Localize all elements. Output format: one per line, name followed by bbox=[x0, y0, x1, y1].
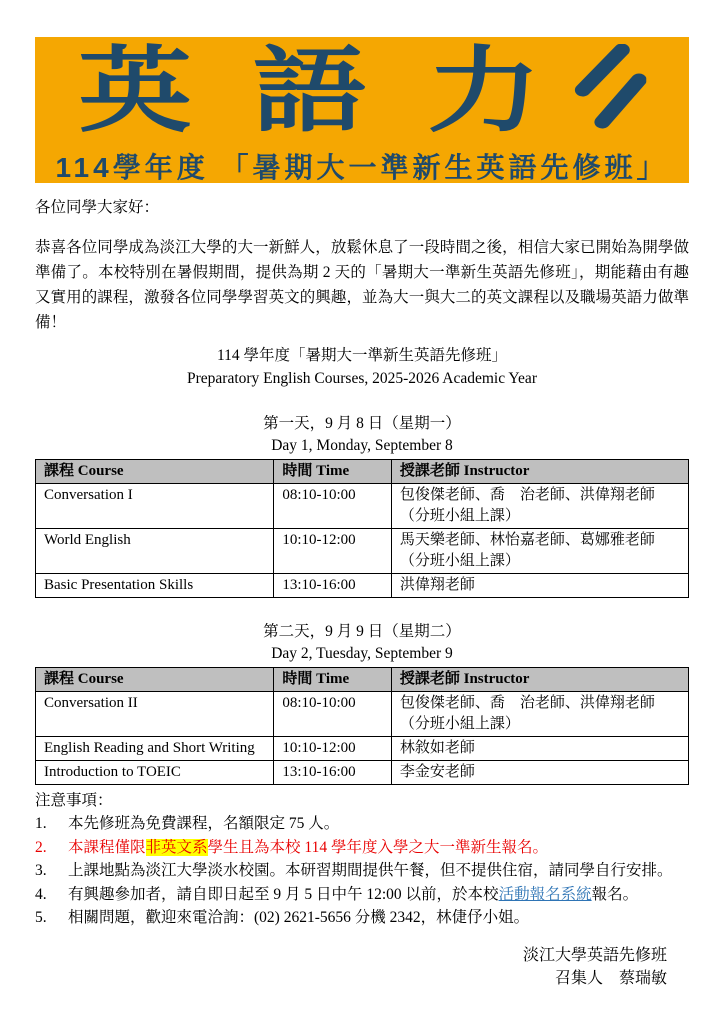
note4-prefix: 有興趣參加者，請自即日起至 9 月 5 日中午 12:00 以前，於本校 bbox=[68, 885, 499, 903]
note-number: 5. bbox=[35, 909, 47, 926]
banner-title-char: 力 bbox=[427, 39, 541, 143]
day2-heading-en: Day 2, Tuesday, September 9 bbox=[271, 645, 453, 662]
banner-title bbox=[35, 39, 689, 150]
table-row bbox=[36, 529, 689, 574]
note-number: 2. bbox=[35, 838, 47, 856]
note-item-4 bbox=[35, 883, 689, 907]
column-header-instructor: 授課老師 Instructor bbox=[391, 668, 688, 692]
day2-table bbox=[35, 667, 689, 785]
note-text bbox=[68, 883, 638, 907]
emphasis-strokes-icon bbox=[568, 44, 646, 150]
table-row bbox=[36, 484, 689, 529]
time-cell: 08:10-10:00 bbox=[274, 484, 392, 529]
registration-system-link[interactable]: 活動報名系統 bbox=[498, 885, 592, 903]
greeting: 各位同學大家好： bbox=[35, 199, 160, 216]
time-cell: 10:10-12:00 bbox=[274, 529, 392, 574]
time-cell: 10:10-12:00 bbox=[274, 737, 392, 761]
note-text: 相關問題，歡迎來電洽詢：(02) 2621-5656 分機 2342，林倢伃小姐。 bbox=[68, 909, 530, 926]
day1-table bbox=[35, 459, 689, 598]
instructor-names: 包俊傑老師、喬 治老師、洪偉翔老師 bbox=[399, 695, 655, 711]
instructor-names: 馬天樂老師、林怡嘉老師、葛娜雅老師 bbox=[399, 532, 655, 548]
table-row bbox=[36, 574, 689, 598]
intro-paragraph: 恭喜各位同學成為淡江大學的大一新鮮人，放鬆休息了一段時間之後，相信大家已開始為開學做準備了。本校特別在暑假期間，提供為期 2 天的「暑期大一準新生英語先修班」，期能藉由有趣又實用的課程，激發各位同學學習英文的興趣，並為大一與大二的英文課程以及職場英語力做準備！ bbox=[35, 239, 689, 331]
instructor-cell bbox=[391, 737, 688, 761]
highlighted-text: 非英文系 bbox=[145, 838, 208, 856]
table-header-row bbox=[36, 460, 689, 484]
column-header-course: 課程 Course bbox=[36, 668, 274, 692]
note-item-2 bbox=[35, 836, 689, 860]
note4-suffix: 報名。 bbox=[591, 885, 639, 903]
notes-heading: 注意事項： bbox=[35, 792, 113, 809]
table-header-row bbox=[36, 668, 689, 692]
course-cell: Introduction to TOEIC bbox=[36, 761, 274, 785]
program-title-en: Preparatory English Courses, 2025-2026 Academic Year bbox=[187, 370, 537, 387]
note-item-3 bbox=[35, 859, 689, 883]
note-text: 本先修班為免費課程，名額限定 75 人。 bbox=[68, 815, 340, 832]
instructor-names: 林敘如老師 bbox=[399, 740, 475, 756]
note2-suffix: 學生且為本校 114 學年度入學之大一準新生報名。 bbox=[207, 838, 548, 856]
banner-title-char: 英 bbox=[78, 39, 192, 143]
course-cell: Conversation II bbox=[36, 692, 274, 737]
instructor-note: （分班小組上課） bbox=[399, 716, 520, 732]
day1-heading-zh: 第一天，9 月 8 日（星期一） bbox=[263, 415, 461, 432]
note2-prefix: 本課程僅限 bbox=[68, 838, 146, 856]
instructor-cell bbox=[391, 574, 688, 598]
note-item-1 bbox=[35, 812, 689, 836]
banner-title-char: 語 bbox=[252, 39, 367, 143]
table-row bbox=[36, 737, 689, 761]
signature-block bbox=[35, 944, 689, 990]
day2-heading-zh: 第二天，9 月 9 日（星期二） bbox=[263, 623, 461, 640]
note-number: 3. bbox=[35, 862, 47, 879]
signature-org: 淡江大學英語先修班 bbox=[522, 946, 667, 964]
course-cell: World English bbox=[36, 529, 274, 574]
note-text: 上課地點為淡江大學淡水校園。本研習期間提供午餐，但不提供住宿，請同學自行安排。 bbox=[68, 862, 673, 879]
instructor-names: 洪偉翔老師 bbox=[399, 577, 475, 593]
column-header-time: 時間 Time bbox=[274, 460, 392, 484]
note-item-5 bbox=[35, 906, 689, 930]
note-number: 1. bbox=[35, 815, 47, 832]
column-header-course: 課程 Course bbox=[36, 460, 274, 484]
note-number: 4. bbox=[35, 885, 47, 903]
table-row bbox=[36, 692, 689, 737]
instructor-note: （分班小組上課） bbox=[399, 508, 520, 524]
time-cell: 08:10-10:00 bbox=[274, 692, 392, 737]
course-cell: Basic Presentation Skills bbox=[36, 574, 274, 598]
time-cell: 13:10-16:00 bbox=[274, 574, 392, 598]
instructor-note: （分班小組上課） bbox=[399, 553, 520, 569]
instructor-cell bbox=[391, 529, 688, 574]
time-cell: 13:10-16:00 bbox=[274, 761, 392, 785]
instructor-names: 包俊傑老師、喬 治老師、洪偉翔老師 bbox=[399, 487, 655, 503]
day1-heading-en: Day 1, Monday, September 8 bbox=[271, 437, 453, 454]
instructor-cell bbox=[391, 761, 688, 785]
course-cell: English Reading and Short Writing bbox=[36, 737, 274, 761]
table-row bbox=[36, 761, 689, 785]
column-header-time: 時間 Time bbox=[274, 668, 392, 692]
instructor-names: 李金安老師 bbox=[399, 764, 475, 780]
banner bbox=[35, 37, 689, 183]
instructor-cell bbox=[391, 692, 688, 737]
note-text bbox=[68, 836, 548, 860]
course-cell: Conversation I bbox=[36, 484, 274, 529]
banner-subtitle: 114學年度 「暑期大一準新生英語先修班」 bbox=[55, 152, 669, 183]
program-title-zh: 114 學年度「暑期大一準新生英語先修班」 bbox=[216, 347, 508, 364]
instructor-cell bbox=[391, 484, 688, 529]
column-header-instructor: 授課老師 Instructor bbox=[391, 460, 688, 484]
signature-role-name: 召集人 蔡瑞敏 bbox=[554, 969, 667, 987]
